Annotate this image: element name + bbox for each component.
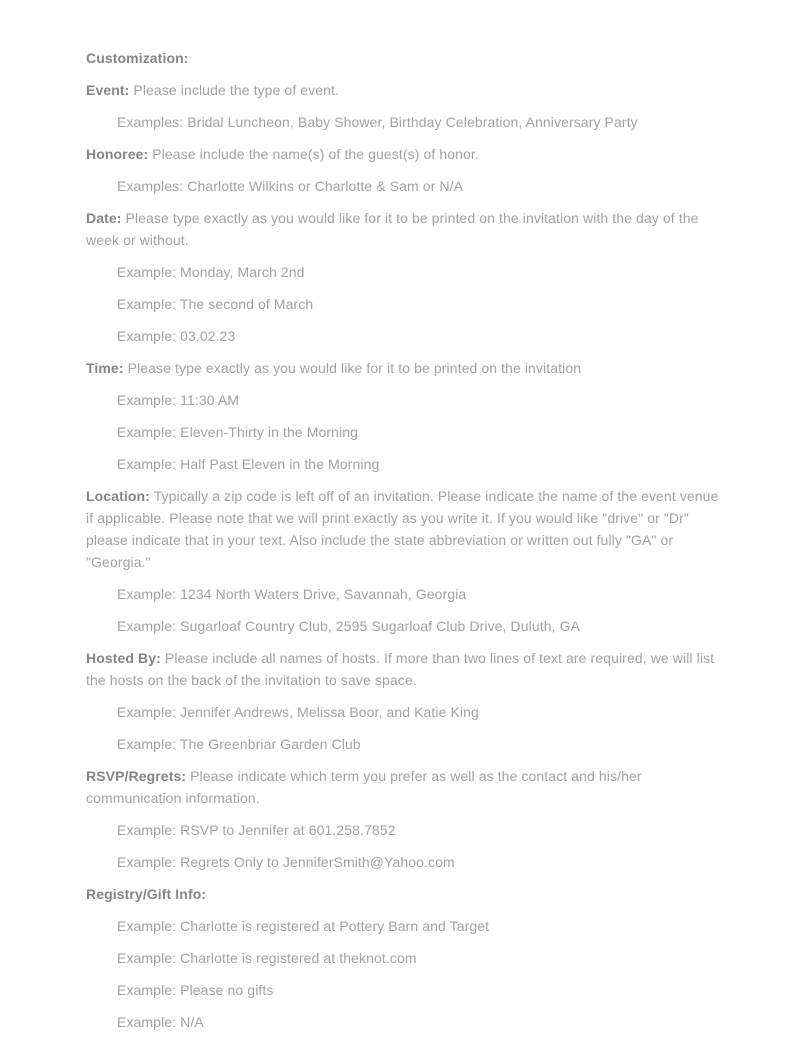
section-text: Please indicate which term you prefer as well as the contact and his/her communication information.: [86, 768, 642, 806]
section-text: Please include the name(s) of the guest(s) of honor.: [148, 146, 479, 162]
example-line: Example: 1234 North Waters Drive, Savannah, Georgia: [117, 586, 467, 602]
example-line: Example: 03.02.23: [117, 328, 236, 344]
example-line: Example: Charlotte is registered at theknot.com: [117, 950, 417, 966]
example-line: Example: RSVP to Jennifer at 601.258.7852: [117, 822, 396, 838]
section-label: Time:: [86, 360, 124, 376]
section-label: Honoree:: [86, 146, 149, 162]
section-paragraph: [86, 143, 728, 165]
section-paragraph: [86, 765, 728, 809]
section-paragraph: [86, 883, 728, 905]
example-line: Example: Monday, March 2nd: [117, 264, 305, 280]
example-line: Example: The second of March: [117, 296, 314, 312]
section-text: Please type exactly as you would like for it to be printed on the invitation with the day of the week or without.: [86, 210, 699, 248]
section-paragraph: [86, 357, 728, 379]
section: [86, 485, 728, 637]
example-line: Example: Regrets Only to JenniferSmith@Yahoo.com: [117, 854, 455, 870]
section: [86, 79, 728, 133]
section-label: Event:: [86, 82, 130, 98]
section-paragraph: [86, 647, 728, 691]
example-line: Example: Half Past Eleven in the Morning: [117, 456, 380, 472]
section-label: Date:: [86, 210, 122, 226]
section-label: Hosted By:: [86, 650, 161, 666]
section-label: Location:: [86, 488, 150, 504]
section-text: Please include the type of event.: [129, 82, 340, 98]
section-paragraph: [86, 485, 728, 573]
section-paragraph: [86, 47, 728, 69]
section-label: RSVP/Regrets:: [86, 768, 187, 784]
example-line: Example: 11:30 AM: [117, 392, 240, 408]
example-line: Example: Sugarloaf Country Club, 2595 Sugarloaf Club Drive, Duluth, GA: [117, 618, 581, 634]
section: [86, 47, 728, 69]
section-text: Please include all names of hosts. If more than two lines of text are required, we will list the hosts on the back of the invitation to save space.: [86, 650, 715, 688]
example-line: Example: Eleven-Thirty in the Morning: [117, 424, 359, 440]
section: [86, 765, 728, 873]
example-line: Examples: Bridal Luncheon, Baby Shower, Birthday Celebration, Anniversary Party: [117, 114, 638, 130]
section-paragraph: [86, 207, 728, 251]
section-label: Customization:: [86, 50, 189, 66]
section: [86, 143, 728, 197]
section-paragraph: [86, 79, 728, 101]
example-line: Example: N/A: [117, 1014, 204, 1030]
section: [86, 647, 728, 755]
section-label: Registry/Gift Info:: [86, 886, 207, 902]
example-line: Example: Charlotte is registered at Pottery Barn and Target: [117, 918, 490, 934]
section-text: Typically a zip code is left off of an invitation. Please indicate the name of the event venue if applicable. Please note that we will print exactly as you write it. If you would like "drive" or "Dr" please indicate that in your text. Also include the state abbreviation or written out fully "GA" or "Georgia.": [86, 488, 719, 570]
section-text: Please type exactly as you would like for it to be printed on the invitation: [123, 360, 582, 376]
example-line: Example: Please no gifts: [117, 982, 274, 998]
section: [86, 357, 728, 475]
example-line: Example: The Greenbriar Garden Club: [117, 736, 361, 752]
example-line: Example: Jennifer Andrews, Melissa Boor, and Katie King: [117, 704, 479, 720]
example-line: Examples: Charlotte Wilkins or Charlotte & Sam or N/A: [117, 178, 464, 194]
section: [86, 207, 728, 347]
section: [86, 883, 728, 1033]
